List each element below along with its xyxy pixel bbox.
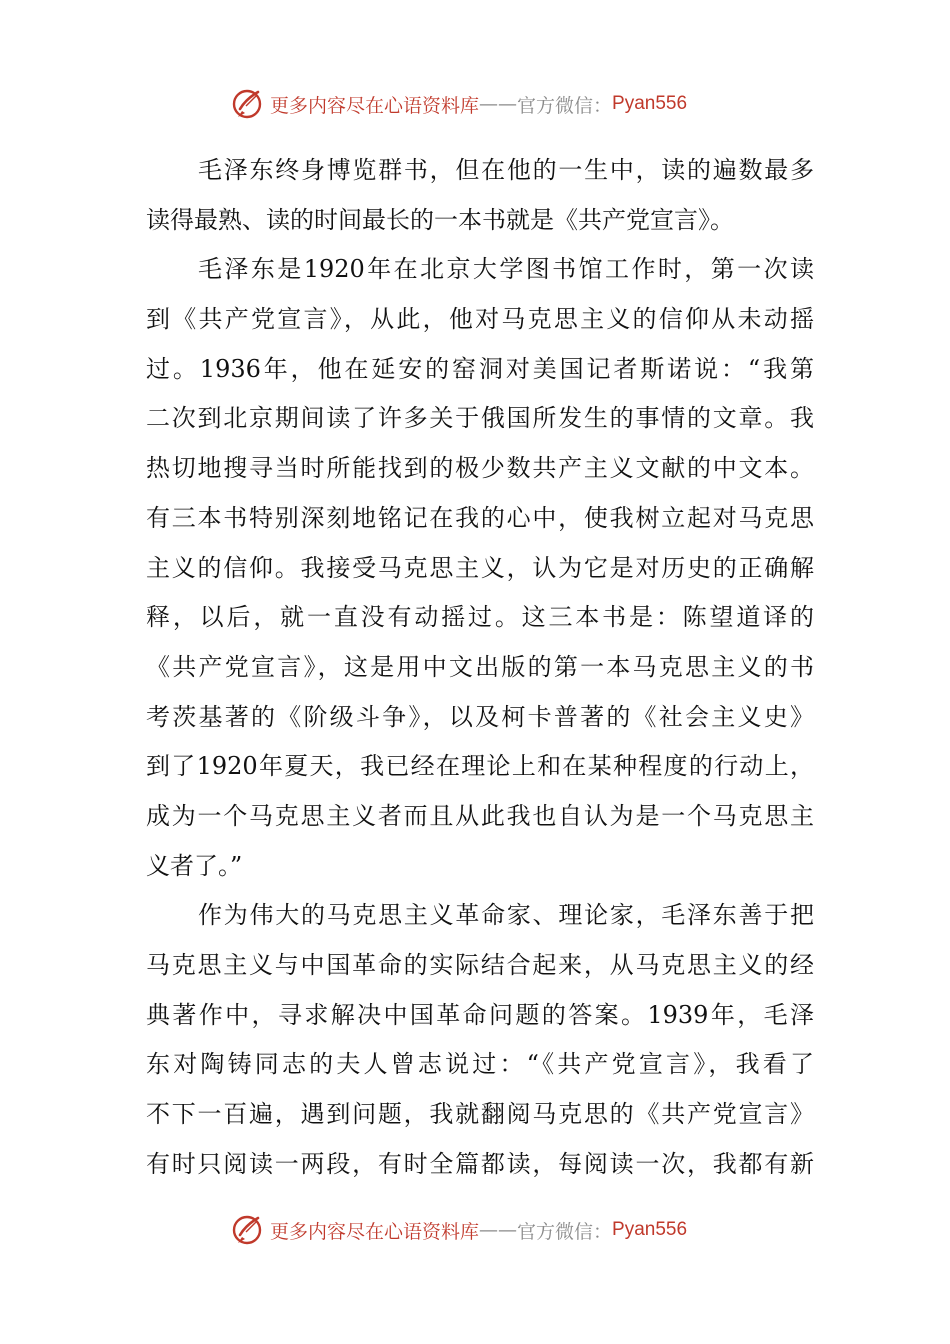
header-slogan: 更多内容尽在心语资料库 [270, 94, 480, 117]
footer-wechat-label: 官方微信： [517, 1220, 613, 1243]
text-line: 热切地搜寻当时所能找到的极少数共产主义文献的中文本。 [146, 454, 814, 483]
text-line: 成为一个马克思主义者而且从此我也自认为是一个马克思主 [146, 801, 814, 830]
text-line: 毛泽东是1920年在北京大学图书馆工作时，第一次读 [198, 255, 814, 284]
footer-wechat-id: Pyan556 [612, 1219, 688, 1240]
footer-dash: —— [479, 1219, 518, 1241]
text-line: 到《共产党宣言》，从此，他对马克思主义的信仰从未动摇 [146, 305, 814, 334]
header-wechat-label: 官方微信： [517, 94, 613, 117]
text-line: 到了1920年夏天，我已经在理论上和在某种程度的行动上， [146, 752, 814, 781]
text-line: 有时只阅读一两段，有时全篇都读，每阅读一次，我都有新 [146, 1149, 814, 1178]
text-line: 有三本书特别深刻地铭记在我的心中，使我树立起对马克思 [146, 503, 814, 532]
text-line: 不下一百遍，遇到问题，我就翻阅马克思的《共产党宣言》 [146, 1100, 814, 1129]
text-line: 义者了。” [146, 851, 243, 880]
text-line: 东对陶铸同志的夫人曾志说过：“《共产党宣言》，我看了 [146, 1050, 814, 1079]
text-line: 毛泽东终身博览群书，但在他的一生中，读的遍数最多 [198, 156, 814, 184]
header-wechat-id: Pyan556 [612, 93, 688, 114]
footer-slogan: 更多内容尽在心语资料库 [270, 1220, 480, 1243]
text-line: 考茨基著的《阶级斗争》，以及柯卡普著的《社会主义史》 [146, 702, 814, 731]
text-line: 马克思主义与中国革命的实际结合起来，从马克思主义的经 [146, 951, 814, 979]
footer-banner [232, 1212, 687, 1248]
text-line: 二次到北京期间读了许多关于俄国所发生的事情的文章。我 [146, 404, 814, 433]
pen-logo-icon [232, 87, 266, 121]
text-line: 过。1936年，他在延安的窑洞对美国记者斯诺说：“我第 [146, 354, 814, 383]
header-dash: —— [479, 93, 518, 115]
body-text [146, 146, 814, 1189]
text-line: 主义的信仰。我接受马克思主义，认为它是对历史的正确解 [146, 553, 814, 582]
text-line: 典著作中，寻求解决中国革命问题的答案。1939年，毛泽 [146, 1000, 814, 1029]
text-line: 《共产党宣言》，这是用中文出版的第一本马克思主义的书 [146, 652, 814, 681]
text-line: 作为伟大的马克思主义革命家、理论家，毛泽东善于把 [198, 901, 814, 930]
pen-logo-icon [232, 1213, 266, 1247]
text-line: 释，以后，就一直没有动摇过。这三本书是：陈望道译的 [146, 603, 814, 632]
text-line: 读得最熟、读的时间最长的一本书就是《共产党宣言》。 [146, 205, 734, 234]
header-banner [232, 86, 687, 122]
